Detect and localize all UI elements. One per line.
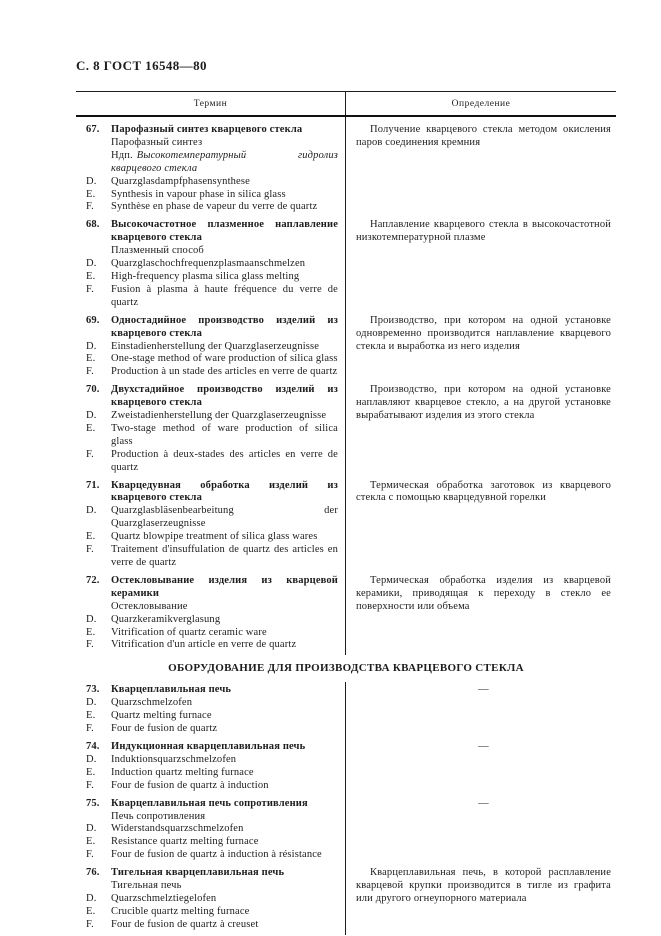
term-text: Индукционная кварцеплавильная печь — [111, 740, 306, 752]
entry-number: 70. — [86, 384, 100, 396]
lang-line-en — [86, 906, 338, 919]
definition-text: Наплавление кварцевого стекла в высокочастотной низкотемпературной плазме — [356, 219, 611, 244]
lang-text: Induktionsquarzschmelzofen — [111, 753, 237, 765]
ndp-text: Высокотемпературный гидролиз кварцевого стекла — [111, 149, 338, 174]
definition-cell — [346, 739, 616, 796]
lang-code: D. — [86, 410, 97, 422]
lang-text: Quarzkeramikverglasung — [111, 613, 221, 625]
definition-dash: — — [478, 797, 489, 809]
lang-text: Four de fusion de quartz à induction à résistance — [111, 849, 322, 861]
lang-code: E. — [86, 188, 96, 200]
term-inadmissible — [86, 150, 338, 176]
term-cell — [76, 313, 346, 383]
term-heading — [86, 384, 338, 410]
lang-text: Synthesis in vapour phase in silica glass — [111, 188, 286, 200]
lang-line-en — [86, 189, 338, 202]
entry-number: 73. — [86, 684, 100, 696]
term-synonym: Остекловывание — [111, 600, 188, 612]
term-text: Кварцеплавильная печь сопротивления — [111, 797, 308, 809]
lang-code: E. — [86, 422, 96, 434]
entry-number: 69. — [86, 314, 100, 326]
lang-text: Quartz melting furnace — [111, 710, 212, 722]
lang-text: Einstadienherstellung der Quarzglaserzeugnisse — [111, 340, 320, 352]
term-cell — [76, 682, 346, 739]
table-row — [76, 478, 616, 573]
lang-code: D. — [86, 697, 97, 709]
term-text: Тигельная кварцеплавильная печь — [111, 867, 285, 879]
lang-code: F. — [86, 544, 94, 556]
definition-text: Термическая обработка заготовок из кварцевого стекла с помощью кварцедувной горелки — [356, 479, 611, 504]
terms-table — [76, 91, 616, 935]
term-cell — [76, 217, 346, 312]
page-header: С. 8 ГОСТ 16548—80 — [76, 58, 207, 73]
lang-code: D. — [86, 753, 97, 765]
table-row — [76, 573, 616, 655]
entry-number: 75. — [86, 797, 100, 809]
lang-code: D. — [86, 340, 97, 352]
table-row — [76, 739, 616, 796]
term-cell — [76, 739, 346, 796]
term-cell — [76, 573, 346, 655]
term-cell — [76, 117, 346, 217]
definition-text: Производство, при котором на одной установке наплавляют кварцевое стекло, а на другой установке вырабатывают изделия из этого стекла — [356, 384, 611, 422]
lang-code: E. — [86, 626, 96, 638]
lang-text: Four de fusion de quartz à induction — [111, 779, 269, 791]
lang-text: Widerstandsquarzschmelzofen — [111, 823, 244, 835]
term-text: Одностадийное производство изделий из кварцевого стекла — [111, 314, 338, 339]
lang-text: Quarzglasbläsenbearbeitung der Quarzglaserzeugnisse — [111, 505, 338, 530]
lang-text: Quarzglasdampfphasensynthese — [111, 175, 250, 187]
term-cell — [76, 478, 346, 573]
term-text: Кварцеплавильная печь — [111, 684, 232, 696]
entry-number: 74. — [86, 740, 100, 752]
lang-text: Traitement d'insuffulation de quartz des articles en verre de quartz — [111, 544, 338, 568]
lang-text: Quartz blowpipe treatment of silica glass wares — [111, 531, 318, 543]
lang-line-en — [86, 627, 338, 640]
lang-code: F. — [86, 849, 94, 861]
lang-code: F. — [86, 366, 94, 378]
column-header-definition: Определение — [451, 99, 511, 109]
definition-cell — [346, 117, 616, 217]
definition-text: Кварцеплавильная печь, в которой расплавление кварцевой крупки производится в тигле из графита или другого огнеупорного материала — [356, 867, 611, 904]
term-cell — [76, 382, 346, 477]
lang-line-fr — [86, 639, 338, 652]
definition-cell — [346, 217, 616, 312]
lang-line-fr — [86, 849, 338, 862]
definition-cell — [346, 573, 616, 655]
term-text: Двухстадийное производство изделий из кварцевого стекла — [111, 384, 338, 409]
lang-code: E. — [86, 766, 96, 778]
lang-text: Fusion à plasma à haute fréquence du verre de quartz — [111, 283, 338, 308]
definition-cell — [346, 682, 616, 739]
lang-line-de — [86, 893, 338, 906]
lang-code: F. — [86, 779, 94, 791]
term-text: Остекловывание изделия из кварцевой керамики — [111, 574, 338, 599]
definition-cell — [346, 313, 616, 383]
lang-code: D. — [86, 258, 97, 270]
lang-code: F. — [86, 201, 94, 213]
definition-cell — [346, 796, 616, 866]
table-row — [76, 682, 616, 739]
definition-cell — [346, 382, 616, 477]
lang-line-fr — [86, 723, 338, 736]
table-row — [76, 796, 616, 866]
lang-code: D. — [86, 175, 97, 187]
term-heading — [86, 798, 338, 811]
lang-line-de — [86, 410, 338, 423]
lang-code: D. — [86, 505, 97, 517]
lang-line-de — [86, 697, 338, 710]
table-row — [76, 382, 616, 477]
lang-text: Production à deux-stades des articles en verre de quartz — [111, 448, 338, 473]
term-synonym: Тигельная печь — [111, 880, 182, 892]
lang-code: E. — [86, 270, 96, 282]
lang-text: Production à un stade des articles en verre de quartz — [111, 366, 338, 378]
definition-dash: — — [478, 740, 489, 752]
lang-line-en — [86, 353, 338, 366]
lang-text: One-stage method of ware production of silica glass — [111, 353, 338, 365]
lang-line-de — [86, 614, 338, 627]
term-heading — [86, 684, 338, 697]
lang-text: Vitrification of quartz ceramic ware — [111, 626, 267, 638]
lang-code: E. — [86, 905, 96, 917]
lang-text: Four de fusion de quartz — [111, 723, 218, 735]
term-heading — [86, 575, 338, 601]
definition-dash: — — [478, 684, 489, 696]
lang-code: F. — [86, 918, 94, 930]
entry-number: 72. — [86, 574, 100, 586]
lang-text: Resistance quartz melting furnace — [111, 836, 259, 848]
lang-line-fr — [86, 201, 338, 214]
entry-number: 71. — [86, 479, 100, 491]
lang-line-de — [86, 341, 338, 354]
lang-text: Zweistadienherstellung der Quarzglaserzeugnisse — [111, 410, 327, 422]
lang-code: D. — [86, 613, 97, 625]
term-heading — [86, 219, 338, 245]
term-synonym: Плазменный способ — [111, 245, 204, 257]
lang-code: D. — [86, 892, 97, 904]
lang-text: High-frequency plasma silica glass melting — [111, 270, 300, 282]
lang-code: E. — [86, 353, 96, 365]
table-row — [76, 217, 616, 312]
term-heading — [86, 124, 338, 137]
lang-line-fr — [86, 544, 338, 570]
definition-text: Получение кварцевого стекла методом окисления паров соединения кремния — [356, 124, 611, 148]
lang-line-en — [86, 767, 338, 780]
term-text: Парофазный синтез кварцевого стекла — [111, 124, 303, 135]
lang-line-fr — [86, 366, 338, 379]
lang-line-fr — [86, 919, 338, 932]
entry-number: 76. — [86, 867, 100, 879]
lang-line-de — [86, 823, 338, 836]
entry-number: 68. — [86, 219, 100, 231]
section-heading: ОБОРУДОВАНИЕ ДЛЯ ПРОИЗВОДСТВА КВАРЦЕВОГО СТЕКЛА — [168, 662, 524, 675]
lang-code: E. — [86, 836, 96, 848]
lang-line-en — [86, 836, 338, 849]
term-text: Кварцедувная обработка изделий из кварцевого стекла — [111, 479, 338, 504]
lang-text: Induction quartz melting furnace — [111, 766, 254, 778]
lang-line-de — [86, 176, 338, 189]
lang-code: D. — [86, 823, 97, 835]
lang-line-fr — [86, 284, 338, 310]
definition-text: Термическая обработка изделия из кварцевой керамики, приводящая к переходу в стекло ее поверхности или объема — [356, 574, 611, 612]
lang-line-fr — [86, 780, 338, 793]
lang-line-de — [86, 505, 338, 531]
lang-text: Two-stage method of ware production of silica glass — [111, 422, 338, 447]
lang-line-de — [86, 754, 338, 767]
term-text: Высокочастотное плазменное наплавление кварцевого стекла — [111, 219, 338, 244]
table-row — [76, 865, 616, 935]
lang-code: F. — [86, 283, 94, 295]
lang-code: E. — [86, 531, 96, 543]
lang-line-de — [86, 258, 338, 271]
lang-text: Quarzschmelztiegelofen — [111, 892, 217, 904]
lang-line-en — [86, 271, 338, 284]
term-cell — [76, 796, 346, 866]
lang-text: Quarzglaschochfrequenzplasmaanschmelzen — [111, 258, 306, 270]
definition-cell — [346, 865, 616, 935]
table-row — [76, 117, 616, 217]
lang-line-en — [86, 710, 338, 723]
lang-code: F. — [86, 448, 94, 460]
lang-line-en — [86, 531, 338, 544]
table-row — [76, 313, 616, 383]
lang-text: Vitrification d'un article en verre de quartz — [111, 639, 297, 651]
definition-cell — [346, 478, 616, 573]
lang-text: Four de fusion de quartz à creuset — [111, 918, 259, 930]
term-heading — [86, 867, 338, 880]
term-synonym: Парофазный синтез — [111, 136, 203, 148]
ndp-label: Ндп. — [111, 149, 133, 161]
lang-line-en — [86, 423, 338, 449]
lang-text: Crucible quartz melting furnace — [111, 905, 250, 917]
term-synonym: Печь сопротивления — [111, 810, 206, 822]
lang-text: Synthèse en phase de vapeur du verre de quartz — [111, 201, 318, 213]
term-cell — [76, 865, 346, 935]
lang-code: E. — [86, 710, 96, 722]
lang-code: F. — [86, 639, 94, 651]
entry-number: 67. — [86, 124, 100, 135]
table-body — [76, 117, 616, 935]
definition-text: Производство, при котором на одной установке одновременно производится наплавление кварцевого стекла и выработка из него изделия — [356, 314, 611, 352]
column-header-term: Термин — [76, 92, 346, 115]
term-heading — [86, 741, 338, 754]
table-header-row — [76, 91, 616, 117]
lang-text: Quarzschmelzofen — [111, 697, 193, 709]
term-heading — [86, 315, 338, 341]
term-heading — [86, 480, 338, 506]
lang-line-fr — [86, 449, 338, 475]
lang-code: F. — [86, 723, 94, 735]
